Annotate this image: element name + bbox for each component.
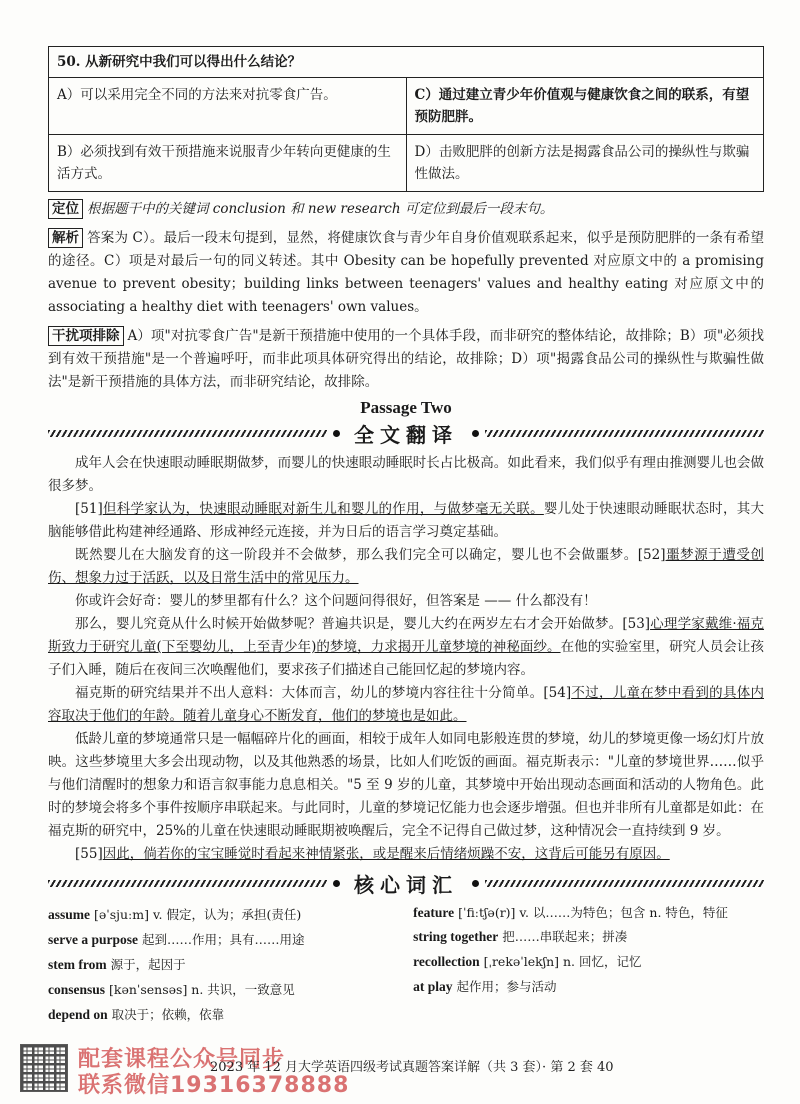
translation-paragraph xyxy=(48,613,764,682)
translation-text: 在他的实验室里，研究人员会让孩子们入睡，随后在夜间三次唤醒他们，要求孩子们描述自己能回忆起的梦境内容。 xyxy=(48,639,764,678)
option-a: A）可以采用完全不同的方法来对抗零食广告。 xyxy=(49,78,407,135)
vocab-word: consensus xyxy=(48,982,106,997)
translation-text: 那么，婴儿究竟从什么时候开始做梦呢？普遍共识是，婴儿大约在两岁左右才会开始做梦。[53] xyxy=(75,616,651,632)
option-c: C）通过建立青少年价值观与健康饮食之间的联系，有望预防肥胖。 xyxy=(406,78,764,135)
bullet-dot-icon xyxy=(472,430,479,437)
translation-text: 福克斯的研究结果并不出人意料：大体而言，幼儿的梦境内容往往十分简单。[54] xyxy=(75,685,572,701)
vocab-column-left xyxy=(48,902,399,1027)
translation-banner-title: 全文翻译 xyxy=(354,422,458,447)
translation-paragraph xyxy=(48,498,764,544)
translation-text: 婴儿处于快速眼动睡眠状态时，其大脑能够借此构建神经通路、形成神经元连接，并为日后的语言学习奠定基础。 xyxy=(48,501,765,540)
question-ref: [55] xyxy=(75,846,103,862)
vocab-def: 源于，起因于 xyxy=(110,957,186,972)
vocab-def: [kənˈsensəs] n. 共识，一致意见 xyxy=(109,982,295,997)
page xyxy=(48,40,764,1027)
vocab-item xyxy=(413,902,764,924)
bullet-dot-icon xyxy=(472,880,479,887)
watermark-line-2: 联系微信19316378888 xyxy=(78,1073,350,1098)
vocab-def: [ˈfiːtʃə(r)] v. 以……为特色；包含 n. 特色，特征 xyxy=(458,905,728,920)
question-ref: [51] xyxy=(75,501,103,517)
vocab-word: string together xyxy=(413,929,499,944)
watermark-line-1: 配套课程公众号同步 xyxy=(78,1047,286,1072)
vocab-word: stem from xyxy=(48,957,107,972)
translation-paragraph: 低龄儿童的梦境通常只是一幅幅碎片化的画面，相较于成年人如同电影般连贯的梦境，幼儿的梦境更像一场幻灯片放映。这些梦境里大多会出现动物，以及其他熟悉的场景，比如人们吃饭的画面。福克斯表示："儿童的梦境世界……似乎与他们清醒时的想象力和语言叙事能力息息相关。"5 至 9 岁的儿童，其梦境中开始出现动态画面和活动的人物角色。此时的梦境会将多个事件按顺序串联起来。与此同时，儿童的梦境记忆能力也会逐步增强。但也并非所有儿童都是如此：在福克斯的研究中，25%的儿童在快速眼动睡眠期被唤醒后，完全不记得自己做过梦，这种情况会一直持续到 9 岁。 xyxy=(48,731,764,839)
vocab-item xyxy=(48,902,399,927)
qr-code-icon xyxy=(20,1044,68,1092)
option-b: B）必须找到有效干预措施来说服青少年转向更健康的生活方式。 xyxy=(49,135,407,192)
key-sentence: 心理学家戴维·福克斯致力于研究儿童(下至婴幼儿，上至青少年)的梦境，力求揭开儿童梦境的神秘面纱。 xyxy=(48,616,764,655)
translation-text: 既然婴儿在大脑发育的这一阶段并不会做梦，那么我们完全可以确定，婴儿也不会做噩梦。[52] xyxy=(75,547,666,563)
explain-text: 答案为 C）。最后一段末句提到，显然，将健康饮食与青少年自身价值观联系起来，似乎是预防肥胖的一条有希望的途径。C）项是对最后一句的同义转述。其中 Obesity can be hopefully prevented 对应原文中的 a promising avenue to prevent obesity；building links between teenagers' values and healthy eating 对应原文中的 associating a healthy diet with teenagers' own values。 xyxy=(48,230,764,315)
explain-tag: 解析 xyxy=(48,228,83,248)
vocab-banner xyxy=(48,870,764,896)
translation-body xyxy=(48,452,764,866)
option-d: D）击败肥胖的创新方法是揭露食品公司的操纵性与欺骗性做法。 xyxy=(406,135,764,192)
locate-text: 根据题干中的关键词 conclusion 和 new research 可定位到最后一段末句。 xyxy=(87,201,554,217)
key-sentence: 但科学家认为，快速眼动睡眠对新生儿和婴儿的作用，与做梦毫无关联。 xyxy=(102,501,544,517)
vocab-def: [ˌrekəˈlekʃn] n. 回忆，记忆 xyxy=(483,954,642,969)
vocab-word: assume xyxy=(48,907,91,922)
vocab-item xyxy=(413,924,764,949)
vocab-item xyxy=(413,974,764,999)
passage-title: Passage Two xyxy=(360,398,452,417)
translation-paragraph xyxy=(48,843,764,866)
translation-paragraph: 成年人会在快速眼动睡眠期做梦，而婴儿的快速眼动睡眠时长占比极高。如此看来，我们似乎有理由推测婴儿也会做很多梦。 xyxy=(48,455,764,494)
bullet-dot-icon xyxy=(333,430,340,437)
key-sentence: 噩梦源于遭受创伤、想象力过于活跃，以及日常生活中的常见压力。 xyxy=(48,547,765,586)
exclude-tag: 干扰项排除 xyxy=(48,326,124,346)
banner-hatch-right xyxy=(485,430,764,437)
page-footer-text: 2023 年 12 月大学英语四级考试真题答案详解（共 3 套）· 第 2 套 40 xyxy=(210,1060,614,1075)
exclude-text: A）项"对抗零食广告"是新干预措施中使用的一个具体手段，而非研究的整体结论，故排除；B）项"必须找到有效干预措施"是一个普遍呼吁，而非此项具体研究得出的结论，故排除；D）项"揭露食品公司的操纵性与欺骗性做法"是新干预措施的具体方法，而非研究结论，故排除。 xyxy=(48,328,764,390)
vocab-list xyxy=(48,902,764,1027)
vocab-def: 取决于；依赖，依靠 xyxy=(111,1007,225,1022)
vocab-def: 起作用；参与活动 xyxy=(456,979,557,994)
vocab-word: at play xyxy=(413,979,453,994)
translation-paragraph: 你或许会好奇：婴儿的梦里都有什么？这个问题问得很好，但答案是 —— 什么都没有！ xyxy=(75,593,597,609)
vocab-column-right xyxy=(413,902,764,1027)
vocab-banner-title: 核心词汇 xyxy=(354,872,458,897)
translation-paragraph xyxy=(48,682,764,728)
vocab-def: 起到……作用；具有……用途 xyxy=(141,932,305,947)
vocab-item xyxy=(48,1002,399,1027)
vocab-word: feature xyxy=(413,905,455,920)
banner-hatch-left xyxy=(48,880,327,887)
banner-hatch-left xyxy=(48,430,327,437)
vocab-def: [əˈsjuːm] v. 假定，认为；承担(责任) xyxy=(94,907,302,922)
locate-tag: 定位 xyxy=(48,199,83,219)
vocab-word: recollection xyxy=(413,954,480,969)
footer xyxy=(20,1044,780,1096)
key-sentence: 不过，儿童在梦中看到的具体内容取决于他们的年龄。随着儿童身心不断发育，他们的梦境也是如此。 xyxy=(48,685,764,724)
vocab-item xyxy=(413,949,764,974)
vocab-item xyxy=(48,977,399,1002)
translation-banner xyxy=(48,420,764,446)
vocab-word: depend on xyxy=(48,1007,108,1022)
vocab-item xyxy=(48,927,399,952)
vocab-word: serve a purpose xyxy=(48,932,138,947)
vocab-item xyxy=(48,952,399,977)
banner-hatch-right xyxy=(485,880,764,887)
translation-paragraph xyxy=(48,544,764,590)
bullet-dot-icon xyxy=(333,880,340,887)
exclude-paragraph xyxy=(48,325,764,394)
explain-paragraph xyxy=(48,227,764,319)
key-sentence: 因此，倘若你的宝宝睡觉时看起来神情紧张，或是醒来后情绪烦躁不安，这背后可能另有原因。 xyxy=(102,846,670,862)
question-title: 50. 从新研究中我们可以得出什么结论？ xyxy=(49,47,764,78)
locate-paragraph xyxy=(48,198,764,221)
question-table xyxy=(48,46,764,192)
vocab-def: 把……串联起来；拼凑 xyxy=(502,929,628,944)
